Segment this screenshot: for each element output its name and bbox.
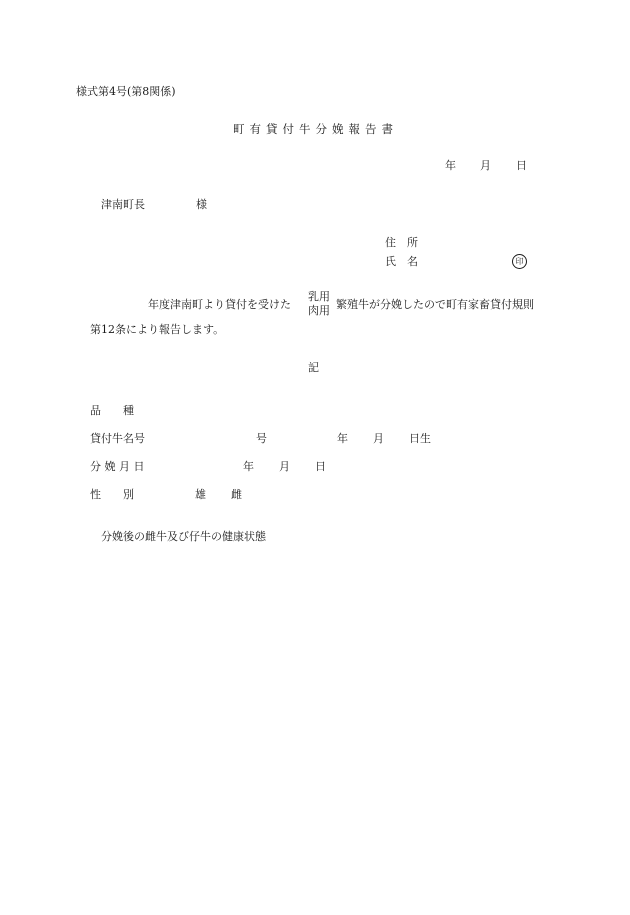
loan-cow-number: 号 (256, 432, 267, 445)
addressee-honorific: 様 (196, 198, 207, 211)
calving-day: 日 (315, 460, 326, 473)
sex-male: 雄 (195, 488, 206, 501)
addressee-name: 津南町長 (101, 198, 145, 211)
loan-cow-year: 年 (337, 432, 348, 445)
date-day: 日 (516, 159, 527, 172)
form-number: 様式第4号(第8関係) (76, 85, 176, 98)
loan-cow-label: 貸付牛名号 (90, 432, 145, 445)
loan-cow-month: 月 (373, 432, 384, 445)
body-line1-before: 年度津南町より貸付を受けた (148, 298, 291, 311)
loan-cow-birth: 日生 (409, 432, 431, 445)
seal-icon: 印 (512, 254, 527, 269)
health-status-label: 分娩後の雌牛及び仔牛の健康状態 (101, 530, 266, 543)
body-line1-after: 繁殖牛が分娩したので町有家畜貸付規則 (336, 298, 534, 311)
date-month: 月 (480, 159, 491, 172)
option-beef: 肉用 (308, 304, 330, 317)
sex-label: 性 別 (90, 488, 134, 501)
usage-options (308, 290, 330, 318)
body-line2: 第12条により報告します。 (90, 323, 225, 336)
name-label: 氏 名 (385, 255, 418, 268)
date-year: 年 (445, 159, 456, 172)
sex-female: 雌 (231, 488, 242, 501)
address-label: 住 所 (385, 236, 418, 249)
option-dairy: 乳用 (308, 290, 330, 303)
document-title: 町有貸付牛分娩報告書 (233, 122, 398, 136)
calving-month: 月 (279, 460, 290, 473)
calving-date-label: 分 娩 月 日 (90, 460, 145, 473)
calving-year: 年 (243, 460, 254, 473)
ki-heading: 記 (308, 361, 319, 374)
breed-label: 品 種 (90, 404, 134, 417)
